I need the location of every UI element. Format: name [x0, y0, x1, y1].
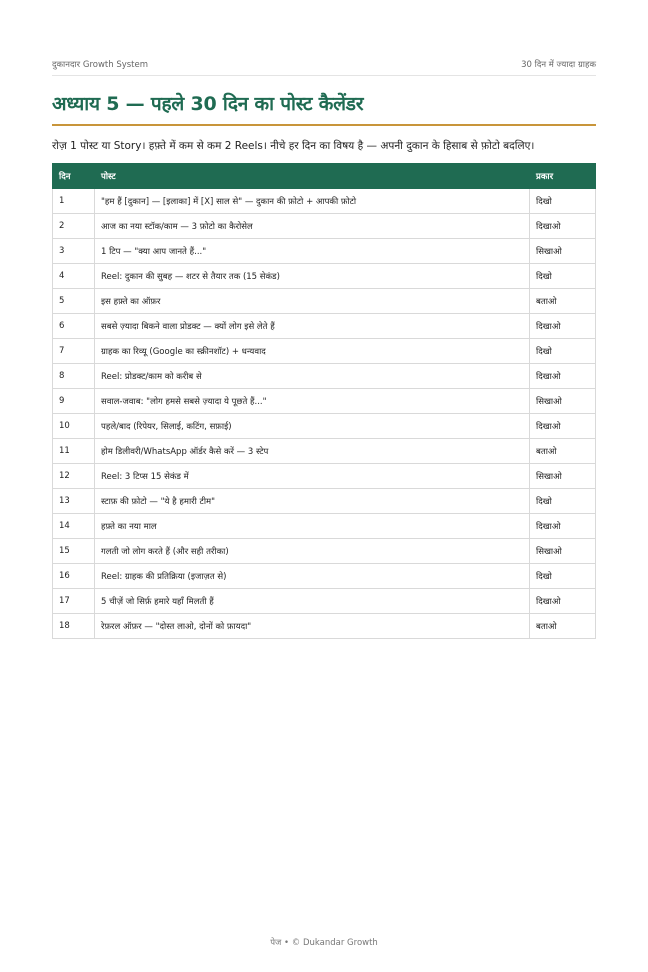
column-header-post: पोस्ट	[95, 164, 530, 189]
cell-post: Reel: 3 टिप्स 15 सेकंड में	[95, 464, 530, 489]
cell-day: 8	[53, 364, 95, 389]
cell-post: 5 चीज़ें जो सिर्फ़ हमारे यहाँ मिलती हैं	[95, 589, 530, 614]
table-row	[53, 614, 596, 639]
table-row	[53, 489, 596, 514]
cell-post: आज का नया स्टॉक/काम — 3 फ़ोटो का कैरोसेल	[95, 214, 530, 239]
cell-type: सिखाओ	[530, 539, 596, 564]
cell-type: दिखाओ	[530, 314, 596, 339]
cell-day: 2	[53, 214, 95, 239]
cell-type: दिखो	[530, 339, 596, 364]
column-header-day: दिन	[53, 164, 95, 189]
cell-type: दिखो	[530, 489, 596, 514]
cell-post: सबसे ज़्यादा बिकने वाला प्रोडक्ट — क्यों लोग इसे लेते हैं	[95, 314, 530, 339]
cell-post: Reel: ग्राहक की प्रतिक्रिया (इजाज़त से)	[95, 564, 530, 589]
header-left-text: दुकानदार Growth System	[52, 60, 149, 70]
cell-day: 18	[53, 614, 95, 639]
table-row	[53, 189, 596, 214]
table-row	[53, 339, 596, 364]
column-header-type: प्रकार	[530, 164, 596, 189]
cell-post: Reel: दुकान की सुबह — शटर से तैयार तक (15 सेकंड)	[95, 264, 530, 289]
cell-post: इस हफ़्ते का ऑफ़र	[95, 289, 530, 314]
cell-type: बताओ	[530, 289, 596, 314]
cell-post: होम डिलीवरी/WhatsApp ऑर्डर कैसे करें — 3 स्टेप	[95, 439, 530, 464]
page-footer: पेज • © Dukandar Growth	[270, 938, 378, 948]
cell-type: सिखाओ	[530, 239, 596, 264]
header-right-text: 30 दिन में ज्यादा ग्राहक	[521, 60, 596, 70]
table-row	[53, 389, 596, 414]
intro-paragraph: रोज़ 1 पोस्ट या Story। हफ़्ते में कम से कम 2 Reels। नीचे हर दिन का विषय है — अपनी दुकान के हिसाब से फ़ोटो बदलिए।	[52, 140, 535, 152]
cell-day: 12	[53, 464, 95, 489]
table-row	[53, 314, 596, 339]
cell-type: दिखाओ	[530, 414, 596, 439]
table-row	[53, 414, 596, 439]
table-row	[53, 239, 596, 264]
cell-post: गलती जो लोग करते हैं (और सही तरीका)	[95, 539, 530, 564]
cell-type: सिखाओ	[530, 389, 596, 414]
cell-day: 17	[53, 589, 95, 614]
table-row	[53, 214, 596, 239]
cell-type: दिखाओ	[530, 589, 596, 614]
cell-day: 7	[53, 339, 95, 364]
table-row	[53, 264, 596, 289]
table-row	[53, 514, 596, 539]
cell-day: 5	[53, 289, 95, 314]
cell-type: बताओ	[530, 439, 596, 464]
cell-type: दिखाओ	[530, 364, 596, 389]
table-row	[53, 589, 596, 614]
cell-post: "हम हैं [दुकान] — [इलाका] में [X] साल से" — दुकान की फ़ोटो + आपकी फ़ोटो	[95, 189, 530, 214]
cell-type: दिखो	[530, 564, 596, 589]
cell-post: रेफ़रल ऑफ़र — "दोस्त लाओ, दोनों को फ़ायदा"	[95, 614, 530, 639]
cell-day: 16	[53, 564, 95, 589]
cell-post: 1 टिप — "क्या आप जानते हैं..."	[95, 239, 530, 264]
cell-type: दिखाओ	[530, 514, 596, 539]
page-header	[52, 59, 596, 76]
cell-type: दिखाओ	[530, 214, 596, 239]
cell-day: 9	[53, 389, 95, 414]
cell-day: 4	[53, 264, 95, 289]
cell-day: 3	[53, 239, 95, 264]
cell-day: 6	[53, 314, 95, 339]
table-row	[53, 289, 596, 314]
cell-day: 14	[53, 514, 95, 539]
cell-post: स्टाफ़ की फ़ोटो — "ये है हमारी टीम"	[95, 489, 530, 514]
cell-day: 1	[53, 189, 95, 214]
cell-post: पहले/बाद (रिपेयर, सिलाई, कटिंग, सफ़ाई)	[95, 414, 530, 439]
cell-post: ग्राहक का रिव्यू (Google का स्क्रीनशॉट) + धन्यवाद	[95, 339, 530, 364]
table-row	[53, 539, 596, 564]
chapter-title: अध्याय 5 — पहले 30 दिन का पोस्ट कैलेंडर	[52, 90, 596, 126]
cell-type: दिखो	[530, 189, 596, 214]
table-row	[53, 464, 596, 489]
table-body	[53, 189, 596, 639]
cell-day: 15	[53, 539, 95, 564]
table-row	[53, 564, 596, 589]
post-calendar-table	[52, 163, 596, 639]
cell-post: सवाल-जवाब: "लोग हमसे सबसे ज़्यादा ये पूछते हैं..."	[95, 389, 530, 414]
cell-type: बताओ	[530, 614, 596, 639]
cell-post: Reel: प्रोडक्ट/काम को करीब से	[95, 364, 530, 389]
cell-day: 10	[53, 414, 95, 439]
table-row	[53, 364, 596, 389]
table-header-row	[53, 164, 596, 189]
cell-post: हफ़्ते का नया माल	[95, 514, 530, 539]
cell-day: 11	[53, 439, 95, 464]
cell-type: दिखो	[530, 264, 596, 289]
cell-day: 13	[53, 489, 95, 514]
cell-type: सिखाओ	[530, 464, 596, 489]
table-row	[53, 439, 596, 464]
